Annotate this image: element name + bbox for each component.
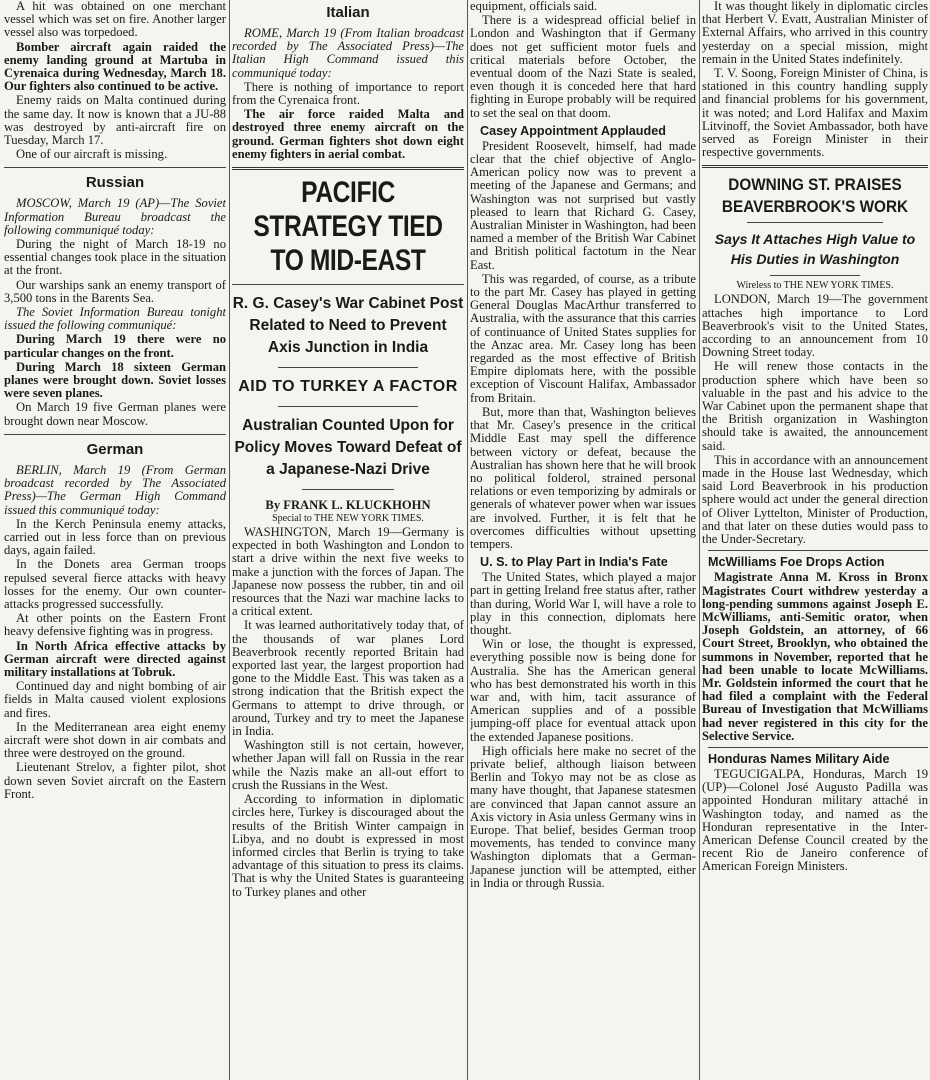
- column-2: [232, 0, 464, 1080]
- paragraph: In the Kerch Peninsula enemy attacks, carried out in less force than on previous days, again failed.: [4, 516, 226, 558]
- paragraph: At other points on the Eastern Front heavy defensive fighting was in progress.: [4, 611, 226, 639]
- divider: [747, 222, 883, 223]
- paragraph: President Roosevelt, himself, had made clear that the chief objective of Anglo-American policy now was to prevent a meeting of the Japanese and Germans; and Washington was not surprised but vastly pleased to learn that Richard G. Casey, Australian Minister in Washington, had been named a member of the British War Cabinet and British political factotum in the Near East.: [470, 138, 696, 272]
- divider: [4, 434, 226, 435]
- paragraph: According to information in diplomatic circles here, Turkey is discouraged about the results of the British Winter campaign in Libya, and no doubt is expressed in most informed circles that Berlin is trying to take advantage of this situation to press its claims. That is why the United States is guaranteeing to Turkey planes and other: [232, 792, 464, 899]
- italian-heading: Italian: [326, 4, 370, 21]
- paragraph: There is nothing of importance to report from the Cyrenaica front.: [232, 79, 464, 108]
- paragraph: In the Mediterranean area eight enemy aircraft were shot down in air combats and three were destroyed on the ground.: [4, 719, 226, 761]
- paragraph: Continued day and night bombing of air fields in Malta caused violent explosions and fires.: [4, 679, 226, 720]
- paragraph: Win or lose, the thought is expressed, everything possible now is being done for Australia. She has the American general who has best demonstrated his worth in this war and, with him, tacit assurance of American supplies and of a possible jumping-off place for eventual attack upon the extended Japanese positions.: [470, 637, 696, 744]
- divider: [278, 367, 417, 368]
- divider: [770, 275, 860, 276]
- paragraph: In North Africa effective attacks by German aircraft were directed against military installations at Tobruk.: [4, 638, 226, 679]
- deck-3: Australian Counted Upon for Policy Moves Toward Defeat of a Japanese-Nazi Drive: [234, 417, 462, 479]
- paragraph: There is a widespread official belief in London and Washington that if Germany does not get sufficient motor fuels and critical materials before October, the eventual doom of the Nazi State is sealed, even though it is conceded here that hard fighting in Europe probably will be required to set the seal on that doom.: [470, 13, 696, 120]
- paragraph: The United States, which played a major part in getting Ireland free status after, rather than during, World War I, will have a role to play in this connection, diplomats here thought.: [470, 570, 696, 637]
- paragraph: This in accordance with an announcement made in the House last Wednesday, which said Lord Beaverbrook in his production sphere would act under the general direction of Oliver Lyttelton, Minister of Production, and that later on these duties would pass to the Under-Secretary.: [702, 452, 928, 547]
- dateline: BERLIN, March 19 (From German broadcast recorded by The Associated Press)—The German High Command issued this communiqué today:: [4, 462, 226, 517]
- dateline: ROME, March 19 (From Italian broadcast recorded by The Associated Press)—The Italian High Command issued this communiqué today:: [232, 26, 464, 80]
- divider: [4, 167, 226, 168]
- us-subhead: U. S. to Play Part in India's Fate: [480, 555, 668, 570]
- column-rule: [467, 0, 468, 1080]
- paragraph: In the Donets area German troops repulsed several fierce attacks with heavy losses for the enemy. Our own counter-attacks progressed successfully.: [4, 557, 226, 611]
- paragraph: But, more than that, Washington believes that Mr. Casey's presence in the critical Middle East may spell the difference between victory or defeat, because the Australian has shown here that he will brook no political folderol, strained personal relations or even temporizing by admirals or generals of whatever power when war issues are involved. Further, it is felt that he overcomes difficulties without upsetting tempers.: [470, 404, 696, 551]
- paragraph: He will renew those contacts in the production sphere which have been so valuable in the past and his advice to the War Cabinet upon the permanent shape that the British organization in Washington should take is awaited, the announcement said.: [702, 359, 928, 453]
- downing-headline: DOWNING ST. PRAISES BEAVERBROOK'S WORK: [721, 175, 909, 217]
- paragraph: This was regarded, of course, as a tribute to the part Mr. Casey has played in getting General Douglas MacArthur transferred to Australia, with the assurance that this carries of continuance of United States supplies for the Anzac area. Mr. Casey long has been regarded as the most effective of British Empire diplomats here, with the possible exception of Viscount Halifax, Ambassador from Britain.: [470, 271, 696, 405]
- downing-deck: Says It Attaches High Value to His Duties in Washington: [714, 231, 916, 268]
- paragraph: LONDON, March 19—The government attaches high importance to Lord Beaverbrook's visit to the United States, according to an announcement from 10 Downing Street today.: [702, 292, 928, 360]
- paragraph: During March 18 sixteen German planes were brought down. Soviet losses were seven planes.: [4, 359, 226, 401]
- column-rule: [699, 0, 700, 1080]
- special-credit: Special to THE NEW YORK TIMES.: [272, 513, 424, 525]
- column-rule: [229, 0, 230, 1080]
- byline: By FRANK L. KLUCKHOHN: [265, 498, 431, 513]
- paragraph: High officials here make no secret of the private belief, although liaison between Berlin and Tokyo may not be as close as many have thought, that Japanese statesmen are convinced that Japan cannot assure an Axis victory in Asia unless Germany wins in Europe. That belief, besides German troop movements, has tended to convince many Washington diplomats that a German-Japanese junction will be attempted, either in India or through Russia.: [470, 743, 696, 890]
- german-heading: German: [86, 440, 144, 458]
- paragraph: It was thought likely in diplomatic circles that Herbert V. Evatt, Australian Minister of External Affairs, who arrived in this country yesterday on a special mission, might remain in the United States indefinitely.: [702, 0, 928, 66]
- divider: [702, 165, 928, 168]
- paragraph: TEGUCIGALPA, Honduras, March 19 (UP)—Colonel José Augusto Padilla was appointed Honduran military attaché in Washington today, and named as the Honduran representative in the Inter-American Defense Council created by the recent Rio de Janeiro conference of American Foreign Ministers.: [702, 766, 928, 874]
- deck-2: AID TO TURKEY A FACTOR: [238, 378, 458, 396]
- main-headline: PACIFIC STRATEGY TIED TO MID-EAST: [253, 176, 443, 278]
- paragraph: Washington still is not certain, however, whether Japan will fall on Russia in the rear while the Nazis make an all-out effort to crush the Russians in the West.: [232, 738, 464, 792]
- divider: [278, 406, 417, 407]
- paragraph: During March 19 there were no particular changes on the front.: [4, 332, 226, 360]
- column-3: [470, 0, 696, 1080]
- wireless-credit: Wireless to THE NEW YORK TIMES.: [736, 280, 894, 292]
- paragraph: T. V. Soong, Foreign Minister of China, is stationed in this country handling supply and financial problems for his government, it was noted; and Lord Halifax and Maxim Litvinoff, the Soviet Ambassador, both have served as Foreign Minister in their respective governments.: [702, 66, 928, 160]
- paragraph: On March 19 five German planes were brought down near Moscow.: [4, 400, 226, 428]
- mcwilliams-heading: McWilliams Foe Drops Action: [708, 550, 928, 569]
- divider: [232, 167, 464, 170]
- russian-heading: Russian: [85, 174, 145, 192]
- paragraph: Lieutenant Strelov, a fighter pilot, shot down seven Soviet aircraft on the Eastern Front.: [4, 760, 226, 801]
- honduras-heading: Honduras Names Military Aide: [708, 747, 928, 766]
- paragraph: Magistrate Anna M. Kross in Bronx Magistrates Court withdrew yesterday a long-pending summons against Joseph E. McWilliams, anti-Semitic orator, when Joseph Goldstein, an attorney, of 66 Court Street, Brooklyn, who obtained the summons in November, reported that he had been unable to locate McWilliams. Mr. Goldstein informed the court that he had filed a complaint with the Federal Bureau of Investigation that McWilliams had never registered in this city for the Selective Service.: [702, 570, 928, 743]
- paragraph: equipment, officials said.: [470, 0, 598, 13]
- deck-1: R. G. Casey's War Cabinet Post Related to Need to Prevent Axis Junction in India: [232, 295, 464, 357]
- paragraph: One of our aircraft is missing.: [16, 147, 168, 162]
- column-4: [702, 0, 928, 1080]
- paragraph: The air force raided Malta and destroyed three enemy aircraft on the ground. German fighters shot down eight enemy fighters in aerial combat.: [232, 107, 464, 161]
- paragraph: A hit was obtained on one merchant vessel which was set on fire. Another larger vessel also was torpedoed.: [4, 0, 226, 40]
- divider: [232, 284, 464, 285]
- divider: [302, 489, 395, 490]
- paragraph: The Soviet Information Bureau tonight issued the following communiqué:: [4, 305, 226, 333]
- column-1: [4, 0, 226, 1080]
- paragraph: It was learned authoritatively today that, of the thousands of war planes Lord Beaverbrook recently reported Britain had exported last year, the largest proportion had gone to the Middle East. This was taken as a strong indication that the British expect the Germans to attempt to drive through, or around, Turkey and try to meet the Japanese in India.: [232, 618, 464, 739]
- casey-subhead: Casey Appointment Applauded: [480, 123, 666, 138]
- paragraph: During the night of March 18-19 no essential changes took place in the situation at the front.: [4, 237, 226, 278]
- paragraph: WASHINGTON, March 19—Germany is expected in both Washington and London to start a drive within the next five weeks to make a junction with the forces of Japan. The Japanese now possess the rubber, tin and oil resources that the Nazi war machine lacks to a critical extent.: [232, 525, 464, 619]
- paragraph: Enemy raids on Malta continued during the same day. It now is known that a JU-88 was destroyed by anti-aircraft fire on Tuesday, March 17.: [4, 93, 226, 148]
- dateline: MOSCOW, March 19 (AP)—The Soviet Information Bureau broadcast the following communiqué today:: [4, 196, 226, 237]
- paragraph: Bomber aircraft again raided the enemy landing ground at Martuba in Cyrenaica during Wednesday, March 18. Our fighters also continued to be active.: [4, 39, 226, 94]
- paragraph: Our warships sank an enemy transport of 3,500 tons in the Barents Sea.: [4, 277, 226, 305]
